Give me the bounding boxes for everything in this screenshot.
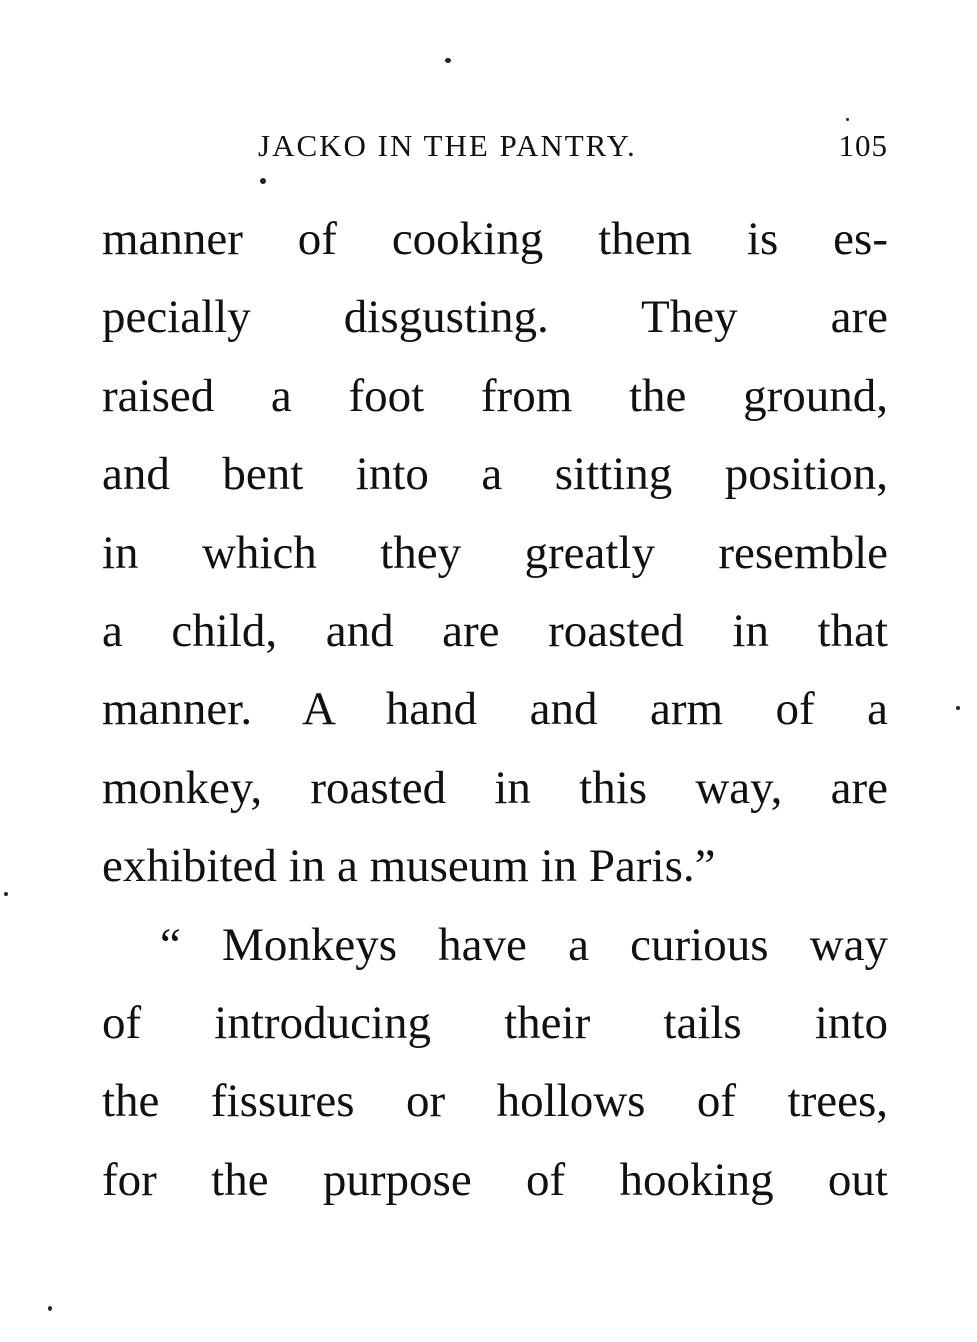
text-line: and bent into a sitting position, [102,448,888,501]
text-line: monkey, roasted in this way, are [102,761,888,814]
text-line: the fissures or hollows of trees, [102,1075,888,1128]
running-head [258,128,888,168]
text-line: exhibited in a museum in Paris.” [102,840,716,893]
scan-speck [260,178,266,184]
text-line: of introducing their tails into [102,996,888,1049]
scan-speck [445,58,451,63]
running-title: JACKO IN THE PANTRY. [258,128,637,163]
text-line: raised a foot from the ground, [102,369,888,422]
scan-speck [48,1306,52,1311]
text-line: for the purpose of hooking out [102,1153,888,1206]
text-line: manner. A hand and arm of a [102,683,888,736]
scan-speck [4,892,8,896]
text-line: a child, and are roasted in that [102,604,888,657]
page-number: 105 [838,128,888,163]
text-line: in which they greatly resemble [102,526,888,579]
body-text [102,200,888,1219]
scan-speck [956,706,960,710]
text-line: manner of cooking them is es- [102,213,888,265]
scan-speck [846,118,849,121]
text-line: pecially disgusting. They are [102,291,888,344]
text-line: “ Monkeys have a curious way [160,918,888,971]
